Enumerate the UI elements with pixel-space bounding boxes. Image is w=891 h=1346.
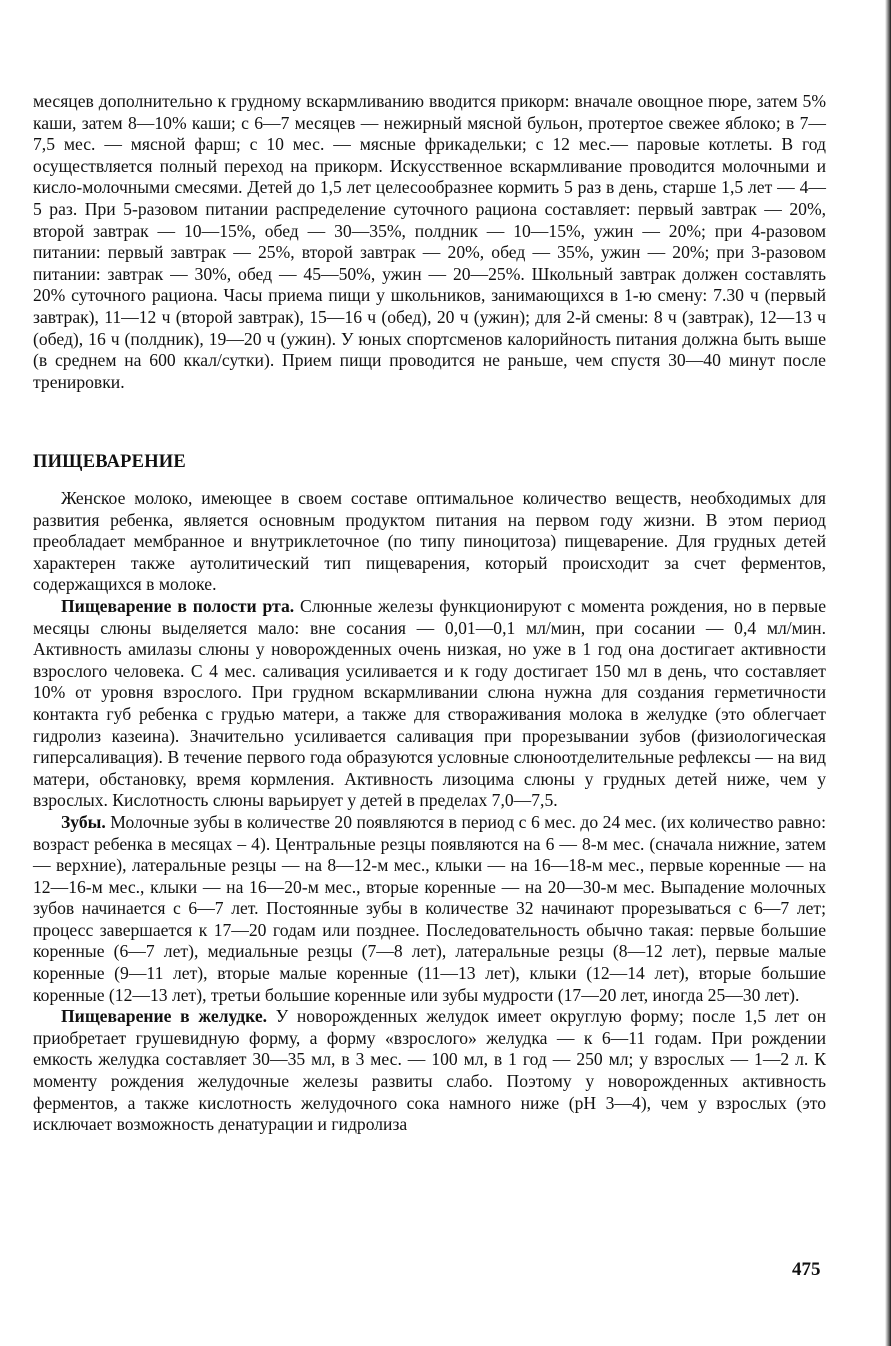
teeth-title: Зубы. <box>61 811 106 832</box>
breast-milk-paragraph: Женское молоко, имеющее в своем составе оптимальное количество веществ, необходимых для развития ребенка, является основным продуктом питания на первом году жизни. В этом период преобладает мембранное и внутриклеточное (по типу пиноцитоза) пищеварение. Для грудных детей характерен также аутолитический тип пищеварения, который происходит за счет ферментов, содержащихся в молоке. <box>33 488 826 595</box>
feeding-schedule-paragraph: месяцев дополнительно к грудному вскармливанию вводится прикорм: вначале овощное пюре, затем 5% каши, затем 8—10% каши; с 6—7 месяцев — нежирный мясной бульон, протертое свежее яблоко; в 7—7,5 мес. — мясной фарш; с 10 мес. — мясные фрикадельки; с 12 мес.— паровые котлеты. В год осуществляется полный переход на прикорм. Искусственное вскармливание проводится молочными и кисло-молочными смесями. Детей до 1,5 лет целесообразнее кормить 5 раз в день, старше 1,5 лет — 4—5 раз. При 5-разовом питании распределение суточного рациона составляет: первый завтрак — 20%, второй завтрак — 10—15%, обед — 30—35%, полдник — 10—15%, ужин — 20%; при 4-разовом питании: первый завтрак — 25%, второй завтрак — 20%, обед — 35%, ужин — 20%; при 3-разовом питании: завтрак — 30%, обед — 45—50%, ужин — 20—25%. Школьный завтрак должен составлять 20% суточного рациона. Часы приема пищи у школьников, занимающихся в 1-ю смену: 7.30 ч (первый завтрак), 11—12 ч (второй завтрак), 15—16 ч (обед), 20 ч (ужин); для 2-й смены: 8 ч (завтрак), 12—13 ч (обед), 16 ч (полдник), 19—20 ч (ужин). У юных спортсменов калорийность питания должна быть выше (в среднем на 600 ккал/сутки). Прием пищи проводится не раньше, чем спустя 30—40 минут после тренировки. <box>33 91 826 392</box>
mouth-digestion-title: Пищеварение в полости рта. <box>61 595 295 616</box>
teeth-text: Молочные зубы в количестве 20 появляются в период с 6 мес. до 24 мес. (их количество равно: возраст ребенка в месяцах – 4). Центральные резцы появляются на 6 — 8-м мес. (сначала нижние, затем — верхние), латеральные резцы — на 8—12-м мес., клыки — на 16—18-м мес., первые коренные — на 12—16-м мес., клыки — на 16—20-м мес., вторые коренные — на 20—30-м мес. Выпадение молочных зубов начинается с 6—7 лет. Постоянные зубы в количестве 32 начинают прорезываться с 6—7 лет; процесс завершается к 17—20 годам или позднее. Последовательность обычно такая: первые большие коренные (6—7 лет), медиальные резцы (7—8 лет), латеральные резцы (8—12 лет), первые малые коренные (9—11 лет), вторые малые коренные (11—13 лет), клыки (12—14 лет), вторые большие коренные (12—13 лет), третьи большие коренные или зубы мудрости (17—20 лет, иногда 25—30 лет). <box>33 811 826 1005</box>
mouth-digestion-paragraph <box>33 596 826 812</box>
digestion-section-body <box>33 488 826 1136</box>
stomach-digestion-text: У новорожденных желудок имеет округлую форму; после 1,5 лет он приобретает грушевидную форму, а форму «взрослого» желудка — к 6—11 годам. При рождении емкость желудка составляет 30—35 мл, в 3 мес. — 100 мл, в 1 год — 250 мл; у взрослых — 1—2 л. К моменту рождения желудочные железы развиты слабо. Поэтому у новорожденных активность ферментов, а также кислотность желудочного сока намного ниже (pH 3—4), чем у взрослых (это исключает возможность денатурации и гидролиза <box>33 1006 826 1135</box>
page-number: 475 <box>792 1259 821 1280</box>
stomach-digestion-title: Пищеварение в желудке. <box>61 1006 268 1027</box>
teeth-paragraph <box>33 812 826 1006</box>
mouth-digestion-text: Слюнные железы функционируют с момента рождения, но в первые месяцы слюны выделяется мало: вне сосания — 0,01—0,1 мл/мин, при сосании — 0,4 мл/мин. Активность амилазы слюны у новорожденных очень низкая, но уже в 1 год она достигает активности взрослого человека. С 4 мес. саливация усиливается и к году достигает 150 мл в день, что составляет 10% от уровня взрослого. При грудном вскармливании слюна нужна для создания герметичности контакта губ ребенка с грудью матери, а также для створаживания молока в желудке (это облегчает гидролиз казеина). Значительно усиливается саливация при прорезывании зубов (физиологическая гиперсаливация). В течение первого года образуются условные слюноотделительные рефлексы — на вид матери, обстановку, время кормления. Активность лизоцима слюны у грудных детей ниже, чем у взрослых. Кислотность слюны варьирует у детей в пределах 7,0—7,5. <box>33 595 827 811</box>
scan-shadow-edge <box>885 0 891 1346</box>
section-heading: ПИЩЕВАРЕНИЕ <box>33 452 186 472</box>
stomach-digestion-paragraph <box>33 1006 826 1136</box>
continued-paragraph-block <box>33 91 826 393</box>
